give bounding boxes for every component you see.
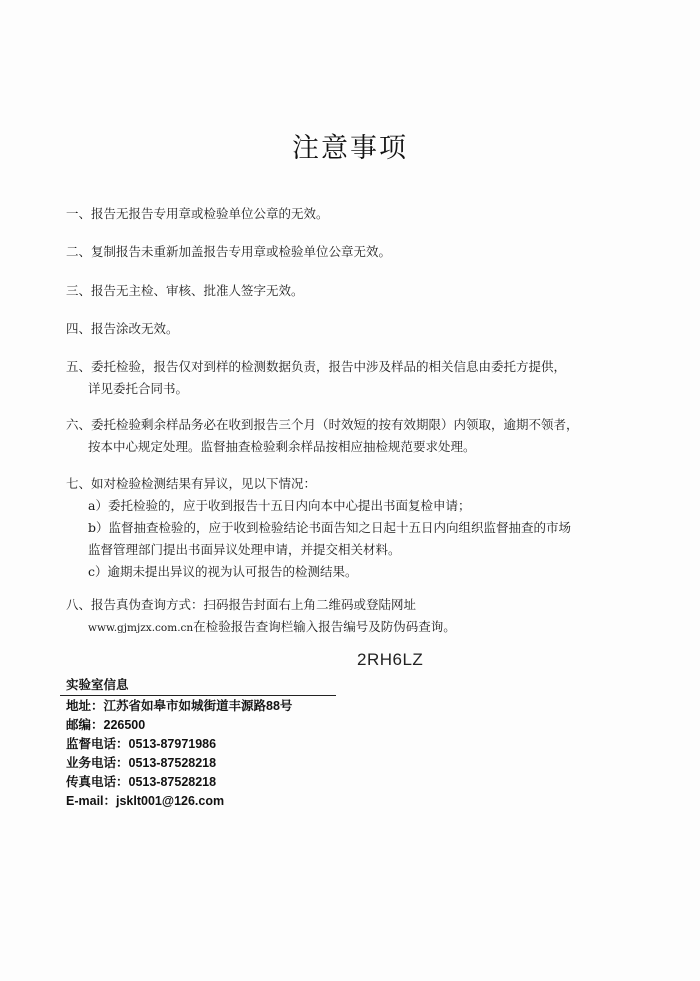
notice-item-7-a: a）委托检验的，应于收到报告十五日内向本中心提出书面复检申请； <box>88 498 471 513</box>
notice-item-7-line-1: 七、如对检验检测结果有异议，见以下情况： <box>66 476 317 491</box>
lab-info-divider <box>60 695 336 696</box>
notice-item-7-b-line-2: 监督管理部门提出书面异议处理申请，并提交相关材料。 <box>88 542 401 557</box>
lab-business-phone: 业务电话：0513-87528218 <box>66 756 217 770</box>
lab-info-heading: 实验室信息 <box>66 678 129 692</box>
notice-item-6-line-1: 六、委托检验剩余样品务必在收到报告三个月（时效短的按有效期限）内领取，逾期不领者， <box>66 417 579 432</box>
notice-item-7-c: c）逾期未提出异议的视为认可报告的检测结果。 <box>88 564 358 579</box>
query-url: www.gjmjzx.com.cn <box>88 622 194 634</box>
notice-item-4: 四、报告涂改无效。 <box>66 321 179 336</box>
lab-fax: 传真电话：0513-87528218 <box>66 775 217 789</box>
query-instructions: 在检验报告查询栏输入报告编号及防伪码查询。 <box>193 619 456 634</box>
notice-item-3: 三、报告无主检、审核、批准人签字无效。 <box>66 283 304 298</box>
notice-item-6 <box>66 414 579 458</box>
notice-item-1: 一、报告无报告专用章或检验单位公章的无效。 <box>66 206 329 221</box>
notice-item-8 <box>66 594 456 639</box>
page-title: 注意事项 <box>292 133 408 164</box>
lab-email: E-mail：jsklt001@126.com <box>66 794 225 808</box>
notice-item-7 <box>66 473 571 583</box>
report-code: 2RH6LZ <box>357 650 424 669</box>
notice-item-6-line-2: 按本中心规定处理。监督抽查检验剩余样品按相应抽检规范要求处理。 <box>88 439 476 454</box>
notice-item-5-line-2: 详见委托合同书。 <box>88 381 189 396</box>
notice-item-2: 二、复制报告未重新加盖报告专用章或检验单位公章无效。 <box>66 244 392 259</box>
lab-address: 地址：江苏省如皋市如城街道丰源路88号 <box>66 699 293 713</box>
lab-postcode: 邮编：226500 <box>66 718 146 732</box>
notice-item-8-line-2 <box>66 616 456 639</box>
notice-item-5-line-1: 五、委托检验，报告仅对到样的检测数据负责，报告中涉及样品的相关信息由委托方提供， <box>66 359 567 374</box>
notice-item-7-b-line-1: b）监督抽查检验的，应于收到检验结论书面告知之日起十五日内向组织监督抽查的市场 <box>88 520 572 535</box>
notice-item-5 <box>66 356 566 400</box>
lab-supervise-phone: 监督电话：0513-87971986 <box>66 737 217 751</box>
notice-item-8-line-1: 八、报告真伪查询方式：扫码报告封面右上角二维码或登陆网址 <box>66 597 417 612</box>
